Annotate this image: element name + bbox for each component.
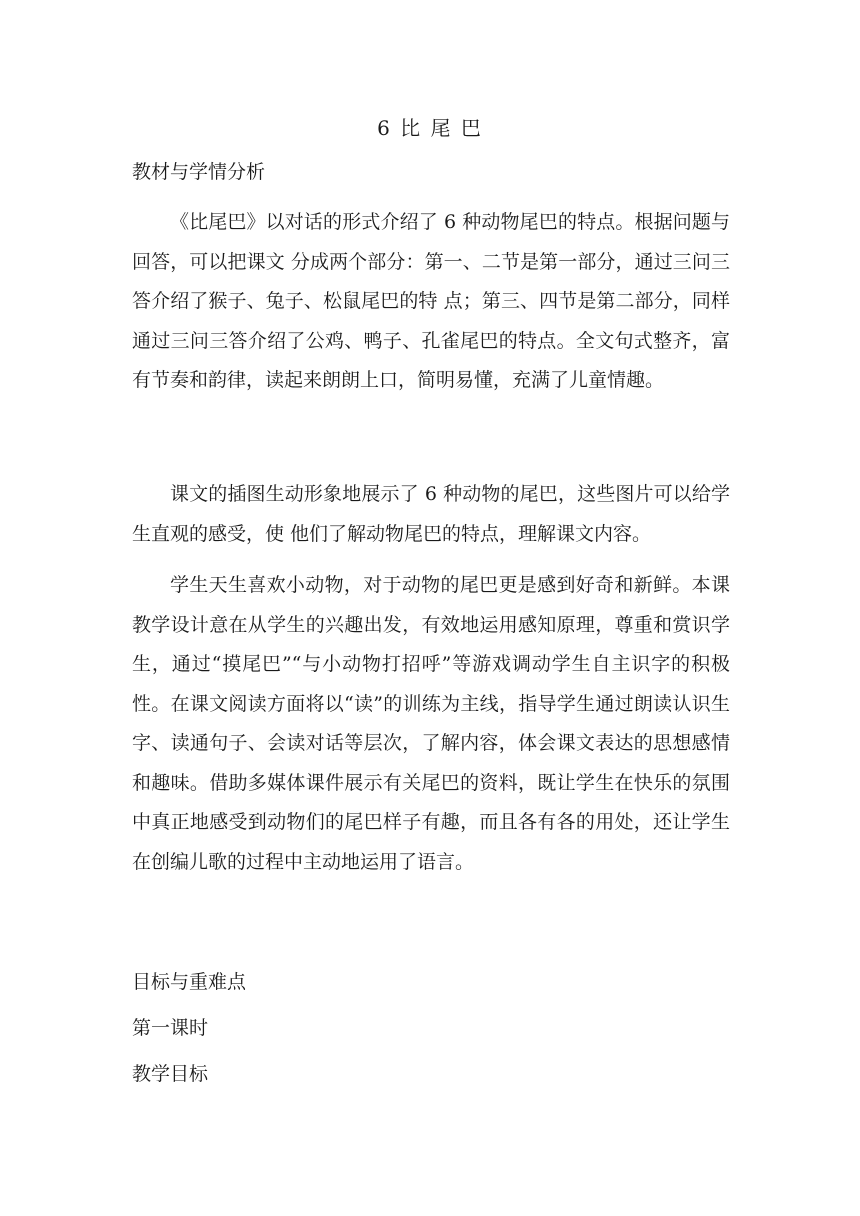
- lesson-label: 第一课时: [132, 1017, 209, 1039]
- paragraph-3: 学生天生喜欢小动物，对于动物的尾巴更是感到好奇和新鲜。本课教学设计意在从学生的兴趣出发，有效地运用感知原理，尊重和赏识学生，通过“摸尾巴”“与小动物打招呼”等游戏调动学生自主识字的积极性。在课文阅读方面将以“读”的训练为主线，指导学生通过朗读认识生字、读通句子、会读对话等层次，了解内容，体会课文表达的思想感情和趣味。借助多媒体课件展示有关尾巴的资料，既让学生在快乐的氛围中真正地感受到动物们的尾巴样子有趣，而且各有各的用处，还让学生在创编儿歌的过程中主动地运用了语言。: [132, 574, 730, 873]
- section-heading-analysis: 教材与学情分析: [132, 161, 266, 183]
- sub-heading-teaching-goals: 教学目标: [132, 1063, 209, 1085]
- paragraph-2: 课文的插图生动形象地展示了 6 种动物的尾巴，这些图片可以给学生直观的感受，使 他们了解动物尾巴的特点，理解课文内容。: [132, 483, 730, 545]
- section-heading-goals: 目标与重难点: [132, 971, 247, 993]
- page-title: 6 比 尾 巴: [377, 116, 483, 140]
- paragraph-1: 《比尾巴》以对话的形式介绍了 6 种动物尾巴的特点。根据问题与回答，可以把课文 分成两个部分：第一、二节是第一部分，通过三问三答介绍了猴子、兔子、松鼠尾巴的特 点；第三、四节是第二部分，同样通过三问三答介绍了公鸡、鸭子、孔雀尾巴的特点。全文句式整齐，富有节奏和韵律，读起来朗朗上口，简明易懂，充满了儿童情趣。: [132, 211, 730, 391]
